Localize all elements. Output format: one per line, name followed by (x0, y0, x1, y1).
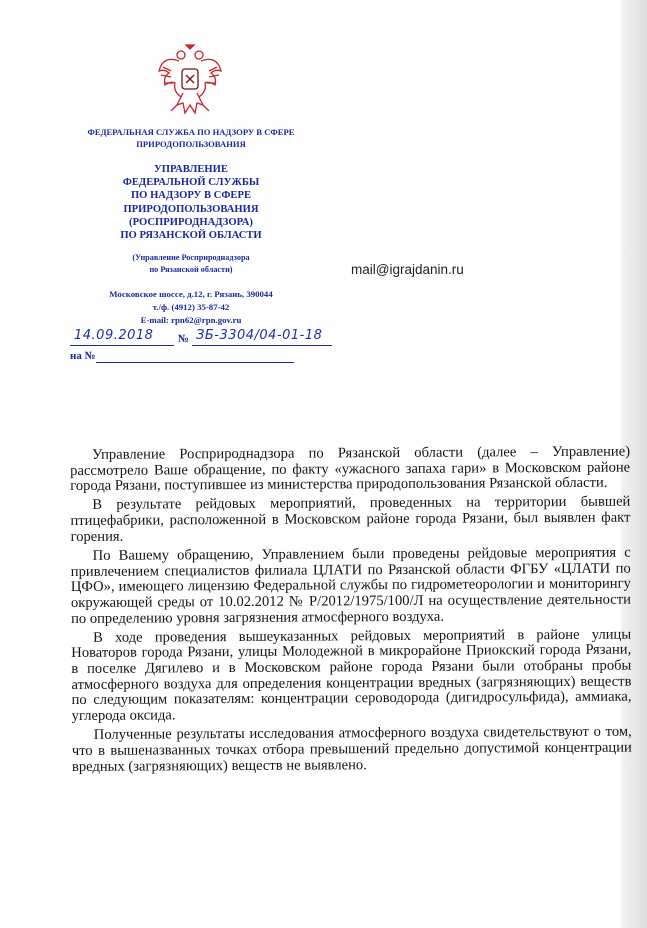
service-name: ФЕДЕРАЛЬНАЯ СЛУЖБА ПО НАДЗОРУ В СФЕРЕ ПРИРОДОПОЛЬЗОВАНИЯ (87, 127, 295, 149)
department-line: (РОСПРИРОДНАДЗОРА) (129, 216, 253, 228)
department-line: ПРИРОДОПОЛЬЗОВАНИЯ (123, 203, 259, 215)
reply-to-label: на № (70, 350, 96, 362)
letter-body (70, 445, 632, 779)
coat-of-arms-emblem (155, 43, 225, 118)
phone-number: т./ф. (4912) 35-87-42 (152, 301, 230, 312)
department-line: ПО НАДЗОРУ В СФЕРЕ (130, 190, 252, 202)
date-underline (70, 345, 174, 346)
body-paragraph: Полученные результаты исследования атмосферного воздуха свидетельствуют о том, что в вышеназванных точках отбора превышений предельно допустимой концентрации вредных (загрязняющих) веществ не выявлено. (71, 723, 632, 775)
number-underline (192, 345, 332, 346)
department-line: ФЕДЕРАЛЬНОЙ СЛУЖБЫ (122, 177, 260, 189)
number-sign: № (178, 333, 190, 345)
short-name (60, 252, 322, 276)
handwritten-date: 14.09.2018 (74, 328, 154, 343)
reply-to-underline (96, 362, 294, 363)
short-name-line: (Управление Росприроднадзора (132, 253, 250, 262)
body-paragraph: В результате рейдовых мероприятий, проведенных на территории бывшей птицефабрики, расположенной в Московском районе города Рязани, был выявлен факт горения. (70, 493, 631, 545)
department-name (60, 163, 322, 242)
recipient-email: mail@igrajdanin.ru (351, 262, 464, 277)
postal-address: Московское шоссе, д.12, г. Рязань, 390044 (109, 289, 273, 299)
email-address: E-mail: rpn62@rpn.gov.ru (140, 314, 242, 325)
contact-block (60, 288, 322, 326)
department-line: ПО РЯЗАНСКОЙ ОБЛАСТИ (120, 230, 262, 242)
short-name-line: по Рязанской области) (149, 265, 233, 274)
body-paragraph: Управление Росприроднадзора по Рязанской области (далее – Управление) рассмотрело Ваше обращение, по факту «ужасного запаха гари» в Московском районе города Рязани, поступившее из министерства природопользования Рязанской области. (70, 443, 631, 495)
department-line: УПРАВЛЕНИЕ (154, 164, 228, 175)
body-paragraph: По Вашему обращению, Управлением были проведены рейдовые мероприятия с привлечением специалистов филиала ЦЛАТИ по Рязанской области ФГБУ «ЦЛАТИ по ЦФО», имеющего лицензию Федеральной службы по гидрометеорологии и мониторингу окружающей среды от 10.02.2012 № Р/2012/1975/100/Л на осуществление деятельности по определению уровня загрязнения атмосферного воздуха. (70, 544, 631, 627)
body-paragraph: В ходе проведения вышеуказанных рейдовых мероприятий в районе улицы Новаторов города Рязани, улицы Молодежной в микрорайоне Приокский города Рязани, в поселке Дягилево и в Московском районе города Рязани были отобраны пробы атмосферного воздуха для определения концентрации вредных (загрязняющих) веществ по следующим показателям: концентрации сероводорода (дигидросульфида), аммиака, углерода оксида. (71, 626, 632, 725)
handwritten-number: ЗБ-3304/04-01-18 (196, 328, 323, 343)
